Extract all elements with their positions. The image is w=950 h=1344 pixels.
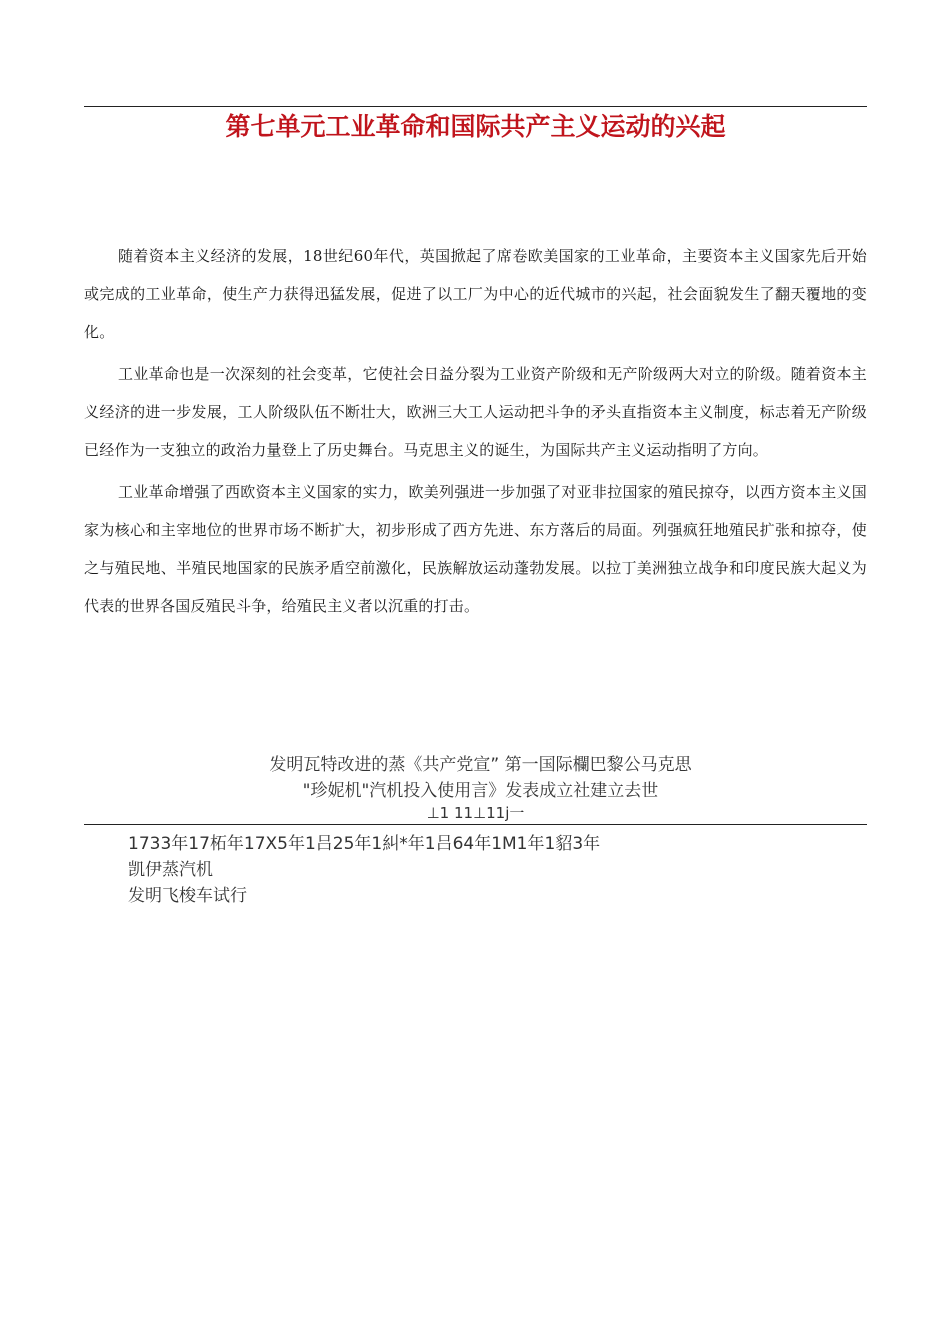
header-rule xyxy=(84,106,867,107)
body-text xyxy=(84,237,867,629)
timeline-below-line-2: 发明飞梭车试行 xyxy=(128,886,247,906)
timeline-below-line-1: 凯伊蒸汽机 xyxy=(128,860,213,880)
timeline xyxy=(84,752,867,909)
timeline-axis xyxy=(84,824,867,825)
timeline-ticks: ⊥1 11⊥11j一 xyxy=(426,804,525,822)
timeline-years: 1733年17柘年17X5年1吕25年1糾*年1吕64年1M1年1貂3年 xyxy=(128,834,601,854)
paragraph-1: 随着资本主义经济的发展，18世纪60年代，英国掀起了席卷欧美国家的工业革命，主要资本主义国家先后开始或完成的工业革命，使生产力获得迅猛发展，促进了以工厂为中心的近代城市的兴起，社会面貌发生了翻天覆地的变化。 xyxy=(84,247,867,341)
paragraph-2: 工业革命也是一次深刻的社会变革，它使社会日益分裂为工业资产阶级和无产阶级两大对立的阶级。随着资本主义经济的进一步发展，工人阶级队伍不断壮大，欧洲三大工人运动把斗争的矛头直指资本主义制度，标志着无产阶级已经作为一支独立的政治力量登上了历史舞台。马克思主义的诞生，为国际共产主义运动指明了方向。 xyxy=(84,365,867,459)
page-title: 第七单元工业革命和国际共产主义运动的兴起 xyxy=(225,112,726,141)
paragraph-3: 工业革命增强了西欧资本主义国家的实力，欧美列强进一步加强了对亚非拉国家的殖民掠夺，以西方资本主义国家为核心和主宰地位的世界市场不断扩大，初步形成了西方先进、东方落后的局面。列强疯狂地殖民扩张和掠夺，使之与殖民地、半殖民地国家的民族矛盾空前激化，民族解放运动蓬勃发展。以拉丁美洲独立战争和印度民族大起义为代表的世界各国反殖民斗争，给殖民主义者以沉重的打击。 xyxy=(84,483,867,615)
timeline-events-line-2: "珍妮机"汽机投入使用言》发表成立社建立去世 xyxy=(302,781,659,801)
timeline-events-line-1: 发明瓦特改进的蒸《共产党宣” 第一国际欄巴黎公马克思 xyxy=(269,755,692,775)
